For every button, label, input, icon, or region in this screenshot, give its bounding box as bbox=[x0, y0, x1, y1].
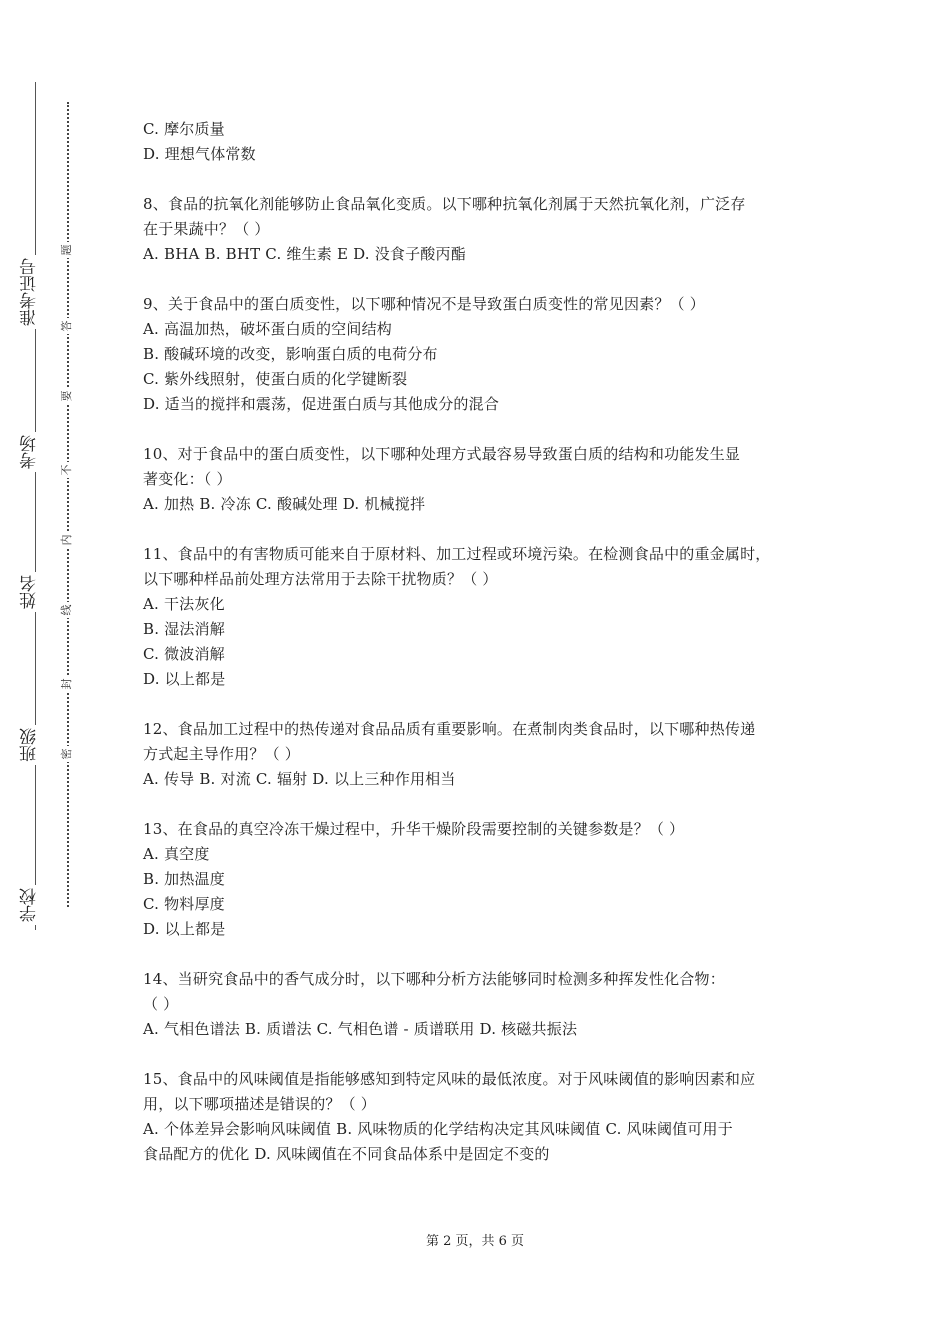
option-line: A. BHA B. BHT C. 维生素 E D. 没食子酸丙酯 bbox=[143, 245, 466, 263]
question-stem: 方式起主导作用？（ ） bbox=[143, 745, 300, 763]
question-stem: （ ） bbox=[143, 995, 179, 1013]
option-line: A. 传导 B. 对流 C. 辐射 D. 以上三种作用相当 bbox=[143, 770, 456, 788]
question-15 bbox=[143, 1067, 823, 1167]
seal-char: 答 bbox=[59, 318, 75, 334]
question-stem: 13、在食品的真空冷冻干燥过程中，升华干燥阶段需要控制的关键参数是？（ ） bbox=[143, 820, 685, 838]
page-number: 第 2 页，共 6 页 bbox=[425, 1234, 525, 1249]
option-line: A. 加热 B. 冷冻 C. 酸碱处理 D. 机械搅拌 bbox=[143, 495, 426, 513]
seal-char: 封 bbox=[59, 676, 75, 692]
label-class: 班级 bbox=[21, 725, 51, 765]
seal-char: 密 bbox=[59, 746, 75, 762]
question-stem: 12、食品加工过程中的热传递对食品品质有重要影响。在煮制肉类食品时，以下哪种热传递 bbox=[143, 720, 756, 738]
question-12 bbox=[143, 717, 823, 792]
question-14 bbox=[143, 967, 823, 1042]
label-school: 学校 bbox=[21, 885, 51, 925]
question-stem: 9、关于食品中的蛋白质变性，以下哪种情况不是导致蛋白质变性的常见因素？（ ） bbox=[143, 295, 705, 313]
question-7-tail bbox=[143, 117, 823, 167]
question-stem: 以下哪种样品前处理方法常用于去除干扰物质？（ ） bbox=[143, 570, 498, 588]
option-line: C. 微波消解 bbox=[143, 645, 225, 663]
question-11 bbox=[143, 542, 823, 692]
question-8 bbox=[143, 192, 823, 267]
question-stem: 14、当研究食品中的香气成分时，以下哪种分析方法能够同时检测多种挥发性化合物： bbox=[143, 970, 725, 988]
label-exam-number: 准考证号 bbox=[21, 255, 51, 329]
question-stem: 15、食品中的风味阈值是指能够感知到特定风味的最低浓度。对于风味阈值的影响因素和应 bbox=[143, 1070, 756, 1088]
option-line: B. 酸碱环境的改变，影响蛋白质的电荷分布 bbox=[143, 345, 438, 363]
option-line: A. 高温加热，破坏蛋白质的空间结构 bbox=[143, 320, 392, 338]
option-line: D. 适当的搅拌和震荡，促进蛋白质与其他成分的混合 bbox=[143, 395, 500, 413]
binding-solid-line bbox=[35, 82, 36, 930]
option-line: B. 加热温度 bbox=[143, 870, 225, 888]
question-10 bbox=[143, 442, 823, 517]
question-stem: 在于果蔬中？（ ） bbox=[143, 220, 270, 238]
option-line: A. 真空度 bbox=[143, 845, 210, 863]
question-content bbox=[143, 117, 823, 1167]
seal-char: 内 bbox=[59, 532, 75, 548]
seal-char: 不 bbox=[59, 462, 75, 478]
question-stem: 10、对于食品中的蛋白质变性，以下哪种处理方式最容易导致蛋白质的结构和功能发生显 bbox=[143, 445, 741, 463]
question-stem: 8、食品的抗氧化剂能够防止食品氧化变质。以下哪种抗氧化剂属于天然抗氧化剂，广泛存 bbox=[143, 195, 746, 213]
option-line: B. 湿法消解 bbox=[143, 620, 225, 638]
question-stem: 著变化：（ ） bbox=[143, 470, 232, 488]
option-line: C. 紫外线照射，使蛋白质的化学键断裂 bbox=[143, 370, 408, 388]
seal-dotted-line bbox=[67, 102, 69, 907]
option-line: D. 以上都是 bbox=[143, 670, 226, 688]
option-line: A. 气相色谱法 B. 质谱法 C. 气相色谱 - 质谱联用 D. 核磁共振法 bbox=[143, 1020, 578, 1038]
question-13 bbox=[143, 817, 823, 942]
option-line: 食品配方的优化 D. 风味阈值在不同食品体系中是固定不变的 bbox=[143, 1145, 550, 1163]
seal-char: 要 bbox=[59, 388, 75, 404]
question-stem: 11、食品中的有害物质可能来自于原材料、加工过程或环境污染。在检测食品中的重金属时， bbox=[143, 545, 771, 563]
question-stem: 用，以下哪项描述是错误的？（ ） bbox=[143, 1095, 376, 1113]
option-line: D. 理想气体常数 bbox=[143, 145, 256, 163]
seal-char: 题 bbox=[59, 242, 75, 258]
option-line: C. 物料厚度 bbox=[143, 895, 225, 913]
option-line: D. 以上都是 bbox=[143, 920, 226, 938]
question-9 bbox=[143, 292, 823, 417]
seal-char: 线 bbox=[59, 602, 75, 618]
option-line: A. 个体差异会影响风味阈值 B. 风味物质的化学结构决定其风味阈值 C. 风味阈值可用于 bbox=[143, 1120, 733, 1138]
label-exam-room: 考场 bbox=[21, 432, 51, 472]
option-line: A. 干法灰化 bbox=[143, 595, 225, 613]
label-name: 姓名 bbox=[21, 572, 51, 612]
option-line: C. 摩尔质量 bbox=[143, 120, 225, 138]
